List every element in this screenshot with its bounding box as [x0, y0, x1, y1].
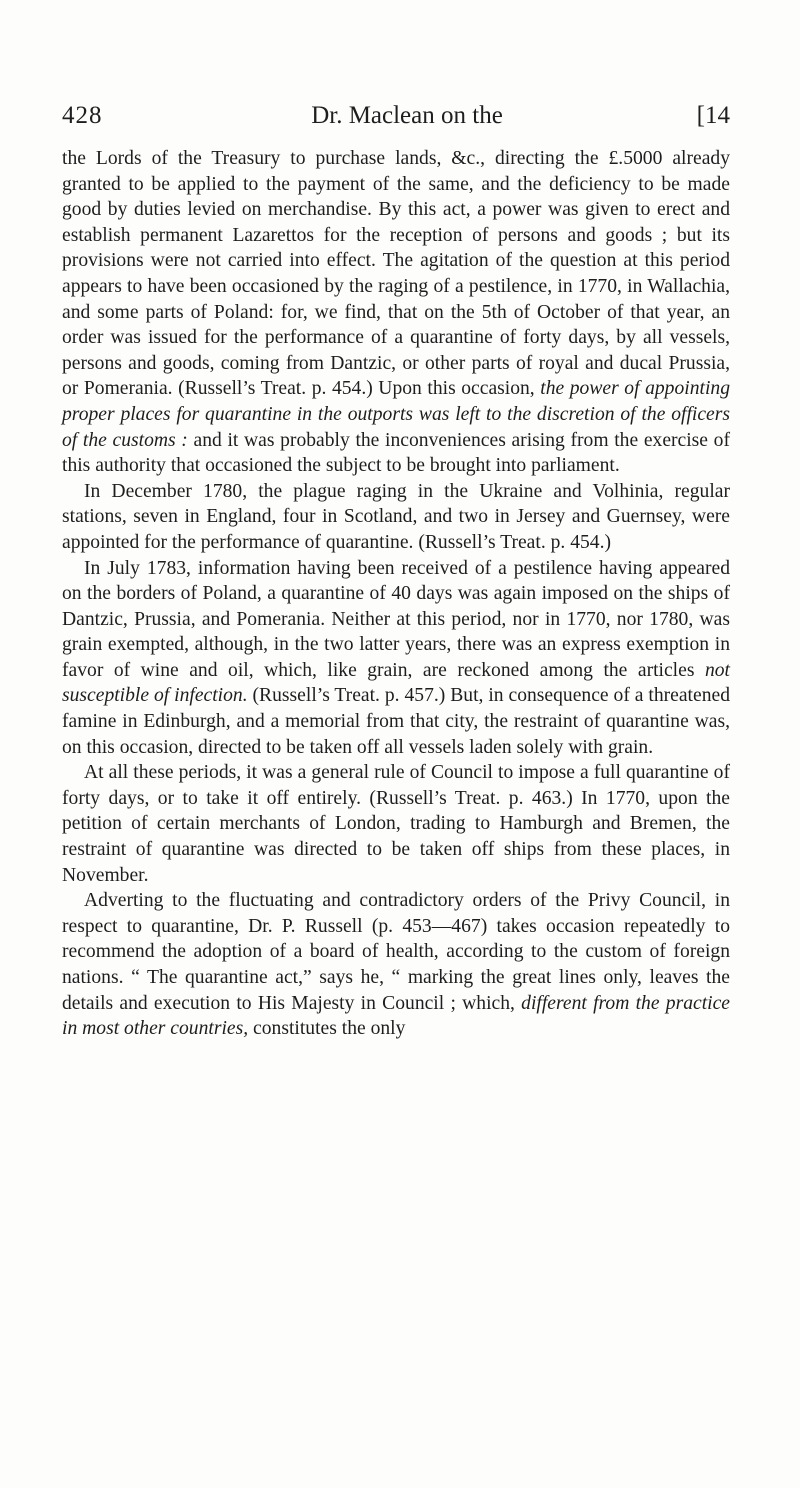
page-header [62, 96, 730, 136]
body-text [62, 146, 730, 1042]
paragraph [62, 479, 730, 556]
text-run: At all these periods, it was a general rule of Council to impose a full quarantine of forty days, or to take it off entirely. (Russell’s Treat. p. 463.) In 1770, upon the petition of certain merchants of London, trading to Hamburgh and Bremen, the restraint of quarantine was directed to be taken off ships from these places, in November. [62, 762, 730, 886]
text-run: and it was probably the inconveniences arising from the exercise of this authority that occasioned the subject to be brought into parliament. [62, 429, 730, 477]
text-run: In December 1780, the plague raging in the Ukraine and Volhinia, regular stations, seven in England, four in Scotland, and two in Jersey and Guernsey, were appointed for the performance of quarantine. (Russell’s Treat. p. 454.) [62, 480, 730, 553]
paragraph [62, 760, 730, 888]
text-run: Adverting to the fluctuating and contradictory orders of the Privy Council, in respect to quarantine, Dr. P. Russell (p. 453—467) takes occasion repeatedly to recommend the adoption of a board of health, according to the custom of foreign nations. “ The quarantine act,” says he, “ marking the great lines only, leaves the details and execution to His Majesty in Council ; which, [62, 890, 730, 1014]
text-run: constitutes the only [248, 1018, 406, 1040]
italic-run: different from the practice in most other countries, [62, 992, 730, 1040]
italic-run: the power of appointing proper places for quarantine in the outports was left to the discretion of the officers of the customs : [62, 378, 730, 451]
paragraph [62, 146, 730, 479]
italic-run: not susceptible of infection. [62, 659, 730, 707]
text-run: (Russell’s Treat. p. 457.) But, in consequence of a threatened famine in Edinburgh, and a memorial from that city, the restraint of quarantine was, on this occasion, directed to be taken off all vessels laden solely with grain. [62, 685, 730, 758]
paragraph [62, 888, 730, 1042]
running-head: Dr. Maclean on the [311, 102, 503, 129]
page-number: 428 [62, 102, 103, 129]
paragraph [62, 556, 730, 761]
text-run: the Lords of the Treasury to purchase lands, &c., directing the £.5000 already granted to be applied to the payment of the same, and the deficiency to be made good by duties levied on merchandise. By this act, a power was given to erect and establish permanent Lazarettos for the reception of persons and goods ; but its provisions were not carried into effect. The agitation of the question at this period appears to have been occasioned by the raging of a pestilence, in 1770, in Wallachia, and some parts of Poland: for, we find, that on the 5th of October of that year, an order was issued for the performance of a quarantine of forty days, by all vessels, persons and goods, coming from Dantzic, or other parts of royal and ducal Prussia, or Pomerania. (Russell’s Treat. p. 454.) Upon this occasion, [62, 148, 730, 400]
text-run: In July 1783, information having been received of a pestilence having appeared on the borders of Poland, a quarantine of 40 days was again imposed on the ships of Dantzic, Prussia, and Pomerania. Neither at this period, nor in 1770, nor 1780, was grain exempted, although, in the two latter years, there was an express exemption in favor of wine and oil, which, like grain, are reckoned among the articles [62, 557, 730, 681]
section-mark: [14 [696, 102, 730, 129]
